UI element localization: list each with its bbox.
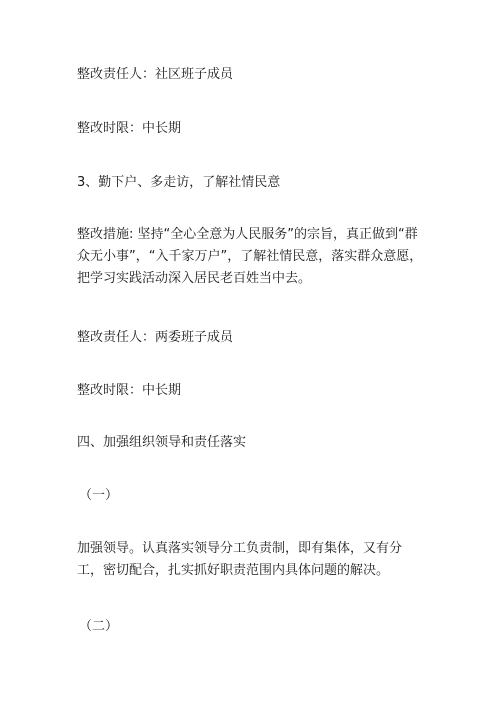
measures-paragraph: 整改措施: 坚持“全心全意为人民服务”的宗旨，真正做到“群众无小事”，“入千家万户”，了解社情民意，落实群众意愿，把学习实践活动深入居民老百姓当中去。 [77, 227, 423, 286]
section-heading-3: 3、勤下户、多走访，了解社情民意 [77, 175, 281, 190]
subsection-marker-2: （二） [79, 619, 119, 634]
section-heading-4: 四、加强组织领导和责任落实 [77, 435, 247, 450]
leadership-paragraph: 加强领导。认真落实领导分工负责制，即有集体，又有分工，密切配合，扎实抓好职责范围内具体问题的解决。 [77, 541, 403, 578]
responsible-person-line-2: 整改责任人：两委班子成员 [77, 330, 234, 345]
deadline-line: 整改时限：中长期 [77, 121, 182, 136]
deadline-line-2: 整改时限：中长期 [77, 383, 182, 398]
subsection-marker-1: （一） [79, 488, 119, 503]
responsible-person-line: 整改责任人：社区班子成员 [77, 67, 234, 82]
